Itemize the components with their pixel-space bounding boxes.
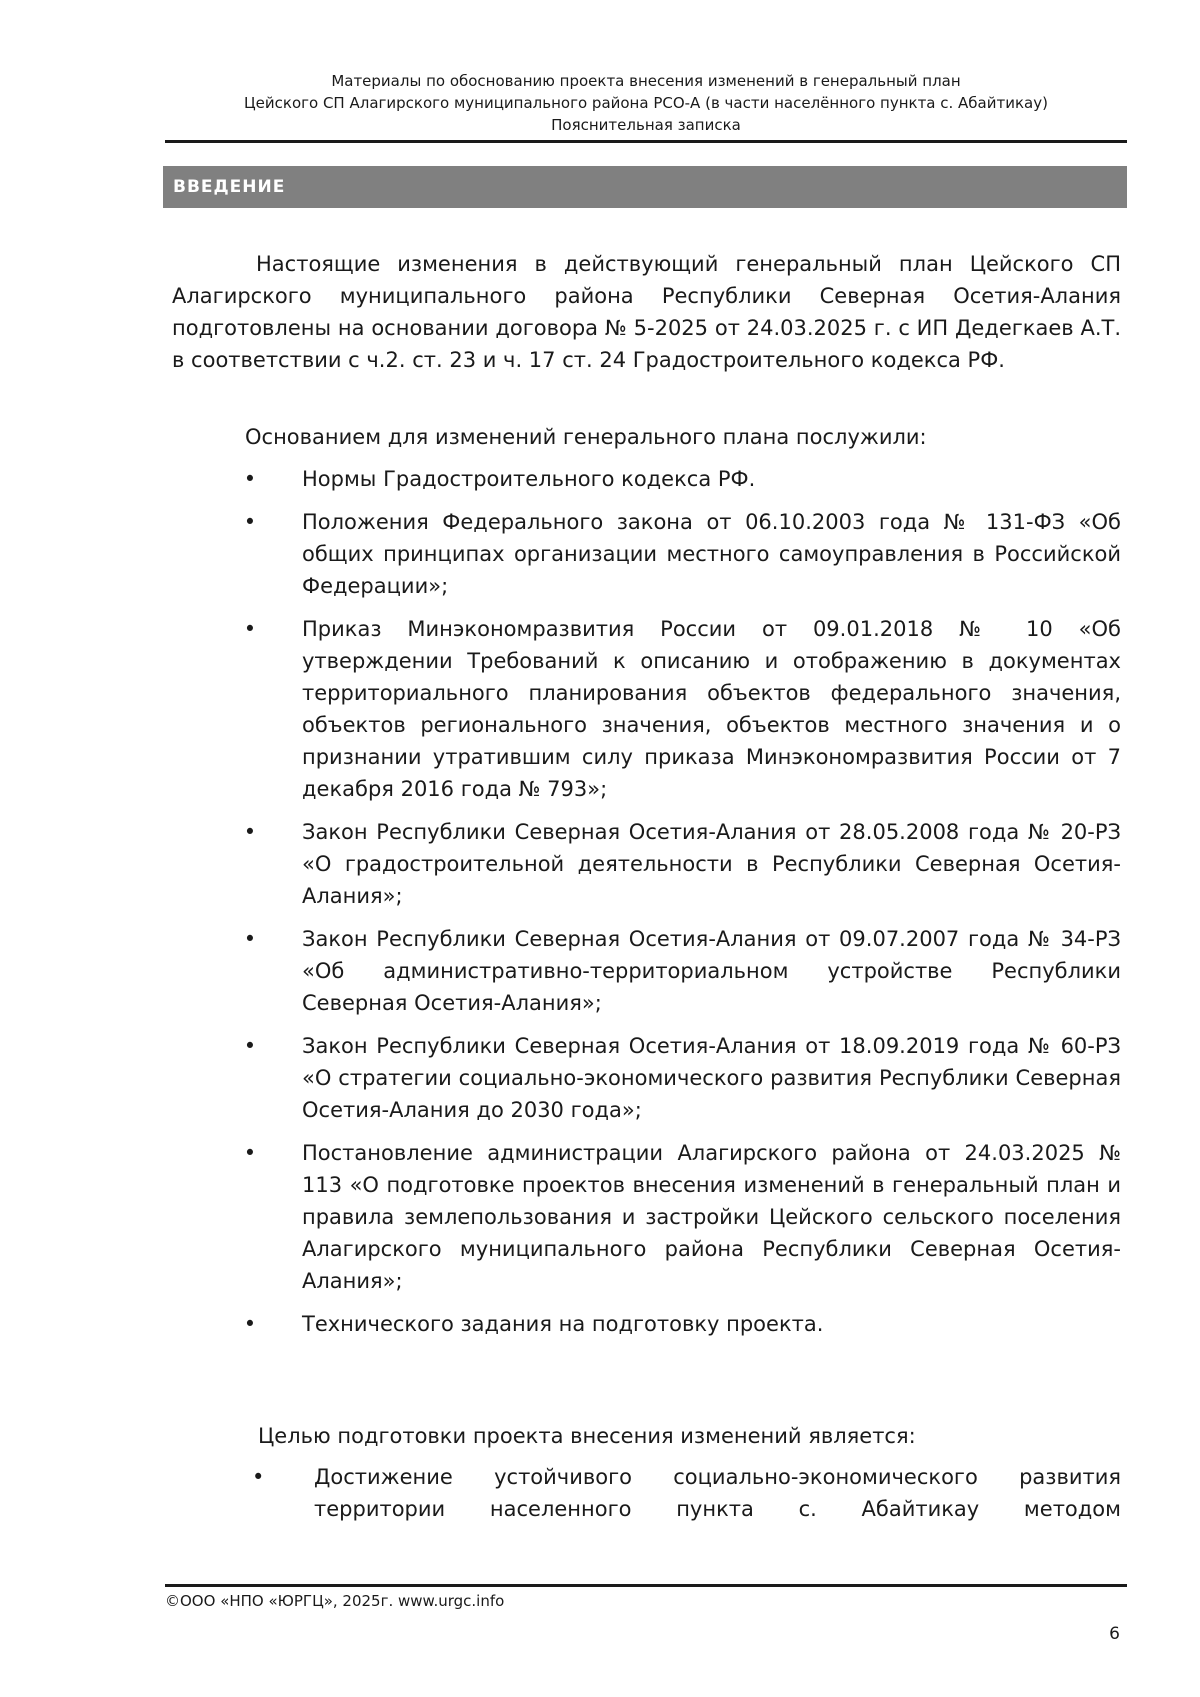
list-item: • Достижение устойчивого социально-экономического развития территории населенного пункта с. Абайтикау методом	[252, 1461, 1121, 1525]
list-item: • Приказ Минэкономразвития России от 09.01.2018 № 10 «Об утверждении Требований к описанию и отображению в документах территориального планирования объектов федерального значения, объектов регионального значения, объектов местного значения и о признании утратившим силу приказа Минэкономразвития России от 7 декабря 2016 года № 793»;	[240, 613, 1121, 805]
page-header	[165, 70, 1127, 136]
page-number: 6	[1109, 1624, 1120, 1644]
bullet-icon: •	[243, 510, 257, 534]
header-line-1: Материалы по обоснованию проекта внесения изменений в генеральный план	[331, 72, 961, 90]
goal-list	[252, 1461, 1121, 1536]
footer-copyright: ©ООО «НПО «ЮРГЦ», 2025г. www.urgc.info	[165, 1592, 505, 1610]
bullet-icon: •	[252, 1465, 265, 1489]
basis-list	[240, 463, 1121, 1351]
header-divider	[165, 140, 1127, 143]
footer-divider	[165, 1584, 1127, 1587]
goal-lead: Целью подготовки проекта внесения изменений является:	[258, 1424, 916, 1448]
list-item: • Положения Федерального закона от 06.10.2003 года № 131-ФЗ «Об общих принципах организации местного самоуправления в Российской Федерации»;	[240, 506, 1121, 602]
bullet-icon: •	[243, 820, 257, 844]
basis-lead: Основанием для изменений генерального плана послужили:	[245, 425, 927, 449]
list-item: • Закон Республики Северная Осетия-Алания от 28.05.2008 года № 20-РЗ «О градостроительной деятельности в Республики Северная Осетия-Алания»;	[240, 816, 1121, 912]
section-title: ВВЕДЕНИЕ	[163, 166, 1127, 208]
bullet-icon: •	[243, 1034, 257, 1058]
intro-paragraph: Настоящие изменения в действующий генеральный план Цейского СП Алагирского муниципального района Республики Северная Осетия-Алания подготовлены на основании договора № 5-2025 от 24.03.2025 г. с ИП Дедегкаев А.Т. в соответствии с ч.2. ст. 23 и ч. 17 ст. 24 Градостроительного кодекса РФ.	[172, 252, 1121, 372]
bullet-icon: •	[243, 1141, 257, 1165]
bullet-icon: •	[243, 1312, 257, 1336]
list-item: • Закон Республики Северная Осетия-Алания от 18.09.2019 года № 60-РЗ «О стратегии социально-экономического развития Республики Северная Осетия-Алания до 2030 года»;	[240, 1030, 1121, 1126]
bullet-icon: •	[243, 617, 257, 641]
list-item: • Постановление администрации Алагирского района от 24.03.2025 № 113 «О подготовке проектов внесения изменений в генеральный план и правила землепользования и застройки Цейского сельского поселения Алагирского муниципального района Республики Северная Осетия-Алания»;	[240, 1137, 1121, 1297]
list-item: • Закон Республики Северная Осетия-Алания от 09.07.2007 года № 34-РЗ «Об административно-территориальном устройстве Республики Северная Осетия-Алания»;	[240, 923, 1121, 1019]
header-line-2: Цейского СП Алагирского муниципального района РСО-А (в части населённого пункта с. Абайтикау)	[244, 94, 1048, 112]
header-line-3: Пояснительная записка	[551, 116, 741, 134]
bullet-icon: •	[243, 467, 257, 491]
list-item: • Нормы Градостроительного кодекса РФ.	[240, 463, 1121, 495]
bullet-icon: •	[243, 927, 257, 951]
list-item: • Технического задания на подготовку проекта.	[240, 1308, 1121, 1340]
